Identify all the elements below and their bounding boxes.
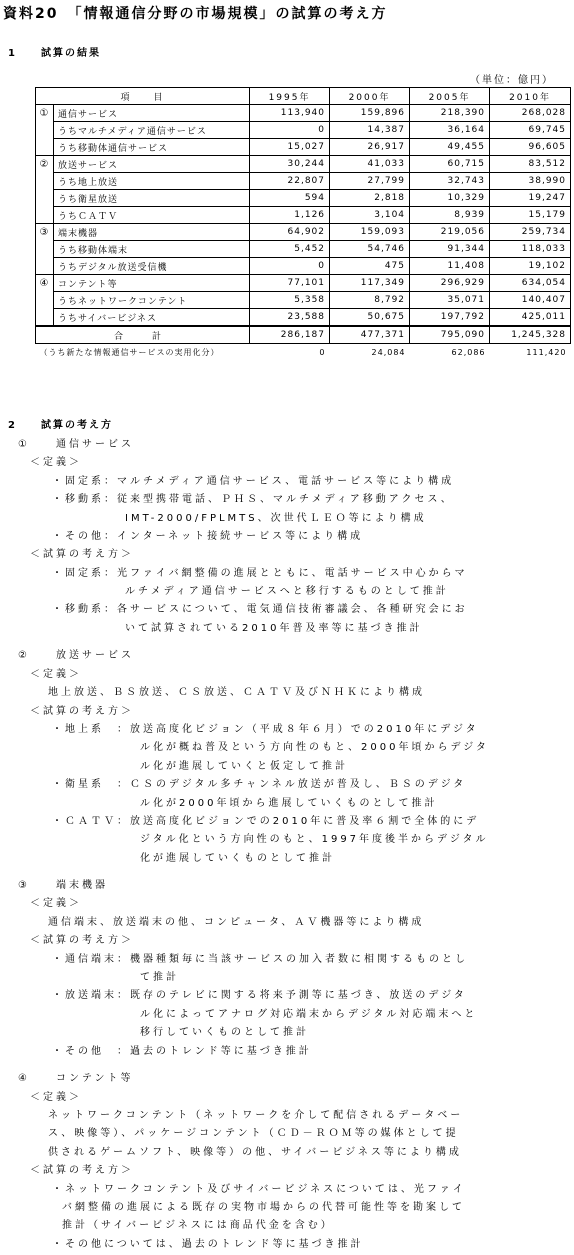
row-value: 15,027 (250, 139, 330, 156)
section-2-line: いて試算されている2010年普及率等に基づき推計 (125, 623, 423, 634)
section-2-line: ・移動系：各サービスについて、電気通信技術審議会、各種研究会にお (52, 604, 468, 615)
row-value: 50,675 (330, 309, 410, 327)
row-value: 26,917 (330, 139, 410, 156)
section-2-line: ・地上系 ：放送高度化ビジョン（平成８年６月）での2010年にデジタ (52, 724, 479, 735)
section-2-line: ③ 端末機器 (18, 880, 108, 891)
table-row (36, 241, 571, 258)
row-label: うちデジタル放送受信機 (54, 258, 250, 275)
row-value: 22,807 (250, 173, 330, 190)
section-2-line: 推計（サイバービジネスには商品代金を含む） (62, 1220, 334, 1231)
row-value: 69,745 (490, 122, 571, 139)
section-2-line: ① 通信サービス (18, 439, 134, 450)
section-2-line: ル化が概ね普及という方向性のもと、2000年頃からデジタ (140, 742, 489, 753)
row-value: 11,408 (410, 258, 490, 275)
page-title: 資料20 「情報通信分野の市場規模」の試算の考え方 (3, 6, 388, 22)
row-label: 通信サービス (54, 105, 250, 122)
row-mark: ③ (36, 224, 54, 241)
row-label: うち移動体通信サービス (54, 139, 250, 156)
row-value: 159,896 (330, 105, 410, 122)
section-1-heading: 1 試算の結果 (8, 48, 101, 59)
total-value: 477,371 (330, 326, 410, 344)
total-label: 合 計 (36, 326, 250, 344)
table-row (36, 258, 571, 275)
row-label: うちＣＡＴＶ (54, 207, 250, 224)
row-mark (36, 173, 54, 190)
table-row (36, 292, 571, 309)
row-label: うちマルチメディア通信サービス (54, 122, 250, 139)
row-value: 118,033 (490, 241, 571, 258)
header-year: 2010年 (490, 88, 571, 105)
section-2-line: ＜定義＞ (30, 898, 82, 909)
row-value: 8,792 (330, 292, 410, 309)
row-value: 197,792 (410, 309, 490, 327)
section-2-line: ス、映像等）、パッケージコンテント（ＣＤ－ＲＯＭ等の媒体として提 (48, 1128, 459, 1139)
total-value: 286,187 (250, 326, 330, 344)
row-label: 放送サービス (54, 156, 250, 173)
header-year: 1995年 (250, 88, 330, 105)
table-row (36, 122, 571, 139)
section-2-line: 地上放送、ＢＳ放送、ＣＳ放送、ＣＡＴＶ及びＮＨＫにより構成 (48, 687, 425, 698)
row-value: 140,407 (490, 292, 571, 309)
row-value: 475 (330, 258, 410, 275)
market-size-table (35, 87, 571, 360)
row-value: 64,902 (250, 224, 330, 241)
section-2-line: 供されるゲームソフト、映像等）の他、サイバービジネス等により構成 (48, 1147, 462, 1158)
row-value: 117,349 (330, 275, 410, 292)
row-value: 0 (250, 258, 330, 275)
table-row (36, 139, 571, 156)
row-value: 268,028 (490, 105, 571, 122)
row-label: うちネットワークコンテント (54, 292, 250, 309)
unit-label: （単位：億円） (470, 75, 554, 86)
section-2-line: ・ＣＡＴＶ：放送高度化ビジョンでの2010年に普及率６割で全体的にデ (52, 816, 480, 827)
section-2-line: ネットワークコンテント（ネットワークを介して配信されるデータベー (48, 1110, 464, 1121)
row-value: 77,101 (250, 275, 330, 292)
row-value: 32,743 (410, 173, 490, 190)
section-2-line: ＜試算の考え方＞ (30, 935, 134, 946)
row-value: 54,746 (330, 241, 410, 258)
row-value: 27,799 (330, 173, 410, 190)
row-mark: ② (36, 156, 54, 173)
row-value: 19,102 (490, 258, 571, 275)
section-2-heading: 2 試算の考え方 (8, 420, 113, 431)
row-value: 41,033 (330, 156, 410, 173)
row-value: 5,452 (250, 241, 330, 258)
row-value: 296,929 (410, 275, 490, 292)
row-mark (36, 122, 54, 139)
row-value: 60,715 (410, 156, 490, 173)
row-value: 96,605 (490, 139, 571, 156)
row-value: 30,244 (250, 156, 330, 173)
row-mark (36, 207, 54, 224)
row-label: 端末機器 (54, 224, 250, 241)
row-value: 594 (250, 190, 330, 207)
row-mark (36, 241, 54, 258)
row-mark: ④ (36, 275, 54, 292)
table-row (36, 309, 571, 327)
table-row (36, 105, 571, 122)
section-2-line: ＜試算の考え方＞ (30, 1165, 134, 1176)
note-value: 62,086 (410, 344, 490, 361)
section-2-line: 化が進展していくものとして推計 (140, 853, 335, 864)
row-label: うち移動体端末 (54, 241, 250, 258)
table-row (36, 173, 571, 190)
row-value: 634,054 (490, 275, 571, 292)
section-2-line: バ網整備の進展による既存の実物市場からの代替可能性等を勘案して (62, 1202, 465, 1213)
section-2-line: ル化によってアナログ対応端末からデジタル対応端末へと (140, 1009, 478, 1020)
section-2-line: ・移動系：従来型携帯電話、ＰＨＳ、マルチメディア移動アクセス、 (52, 494, 454, 505)
total-value: 1,245,328 (490, 326, 571, 344)
table-header-row (36, 88, 571, 105)
section-2-line: ・通信端末：機器種類毎に当該サービスの加入者数に相関するものとし (52, 954, 468, 965)
section-2-line: ＜試算の考え方＞ (30, 706, 134, 717)
row-value: 8,939 (410, 207, 490, 224)
table-row (36, 224, 571, 241)
header-year: 2000年 (330, 88, 410, 105)
row-value: 14,387 (330, 122, 410, 139)
row-value: 1,126 (250, 207, 330, 224)
section-2-line: ジタル化という方向性のもと、1997年度後半からデジタル (140, 834, 489, 845)
section-2-line: ＜試算の考え方＞ (30, 549, 134, 560)
row-value: 91,344 (410, 241, 490, 258)
row-value: 5,358 (250, 292, 330, 309)
table-row (36, 275, 571, 292)
row-value: 10,329 (410, 190, 490, 207)
row-label: うちサイバービジネス (54, 309, 250, 327)
row-label: うち地上放送 (54, 173, 250, 190)
row-value: 49,455 (410, 139, 490, 156)
row-mark (36, 139, 54, 156)
section-2-line: ② 放送サービス (18, 650, 134, 661)
row-value: 0 (250, 122, 330, 139)
section-2-line: ル化が進展していくと仮定して推計 (140, 761, 348, 772)
row-mark (36, 258, 54, 275)
section-2-line: ・その他 ：過去のトレンド等に基づき推計 (52, 1046, 312, 1057)
row-mark (36, 292, 54, 309)
section-2-line: ＜定義＞ (30, 457, 82, 468)
total-value: 795,090 (410, 326, 490, 344)
row-value: 259,734 (490, 224, 571, 241)
section-2-line: ・ネットワークコンテント及びサイバービジネスについては、光ファイ (52, 1184, 466, 1195)
section-2-line: ・衛星系 ：ＣＳのデジタル多チャンネル放送が普及し、ＢＳのデジタ (52, 779, 467, 790)
row-mark (36, 309, 54, 327)
header-item: 項 目 (36, 88, 250, 105)
note-row (36, 344, 571, 361)
row-label: うち衛星放送 (54, 190, 250, 207)
row-label: コンテント等 (54, 275, 250, 292)
row-value: 35,071 (410, 292, 490, 309)
row-value: 38,990 (490, 173, 571, 190)
row-value: 2,818 (330, 190, 410, 207)
section-2-line: ル化が2000年頃から進展していくものとして推計 (140, 798, 438, 809)
row-value: 83,512 (490, 156, 571, 173)
table-row (36, 156, 571, 173)
row-value: 15,179 (490, 207, 571, 224)
row-value: 19,247 (490, 190, 571, 207)
total-row (36, 326, 571, 344)
row-value: 425,011 (490, 309, 571, 327)
section-2-line: IMT-2000/FPLMTS、次世代ＬＥＯ等により構成 (125, 513, 427, 524)
section-2-line: ＜定義＞ (30, 1092, 82, 1103)
section-2-line: ・その他については、過去のトレンド等に基づき推計 (52, 1239, 364, 1250)
row-value: 159,093 (330, 224, 410, 241)
section-2-line: ・固定系：マルチメディア通信サービス、電話サービス等により構成 (52, 476, 455, 487)
section-2-line: 移行していくものとして推計 (140, 1027, 309, 1038)
row-mark (36, 190, 54, 207)
note-value: 24,084 (330, 344, 410, 361)
section-2-line: ・放送端末：既存のテレビに関する将来予測等に基づき、放送のデジタ (52, 990, 467, 1001)
row-value: 113,940 (250, 105, 330, 122)
row-value: 23,588 (250, 309, 330, 327)
note-label: （うち新たな情報通信サービスの実用化分） (36, 344, 250, 361)
table-row (36, 190, 571, 207)
section-2-line: ルチメディア通信サービスへと移行するものとして推計 (125, 586, 449, 597)
row-value: 36,164 (410, 122, 490, 139)
note-value: 111,420 (490, 344, 571, 361)
row-mark: ① (36, 105, 54, 122)
section-2-line: ・固定系：光ファイバ網整備の進展とともに、電話サービス中心からマ (52, 568, 468, 579)
section-2-line: ④ コンテント等 (18, 1073, 134, 1084)
row-value: 219,056 (410, 224, 490, 241)
table-row (36, 207, 571, 224)
section-2-line: 通信端末、放送端末の他、コンピュータ、ＡＶ機器等により構成 (48, 917, 425, 928)
section-2-line: ＜定義＞ (30, 669, 82, 680)
section-2-line: ・その他：インターネット接続サービス等により構成 (52, 531, 364, 542)
note-value: 0 (250, 344, 330, 361)
row-value: 218,390 (410, 105, 490, 122)
section-2-line: て推計 (140, 972, 179, 983)
header-year: 2005年 (410, 88, 490, 105)
row-value: 3,104 (330, 207, 410, 224)
